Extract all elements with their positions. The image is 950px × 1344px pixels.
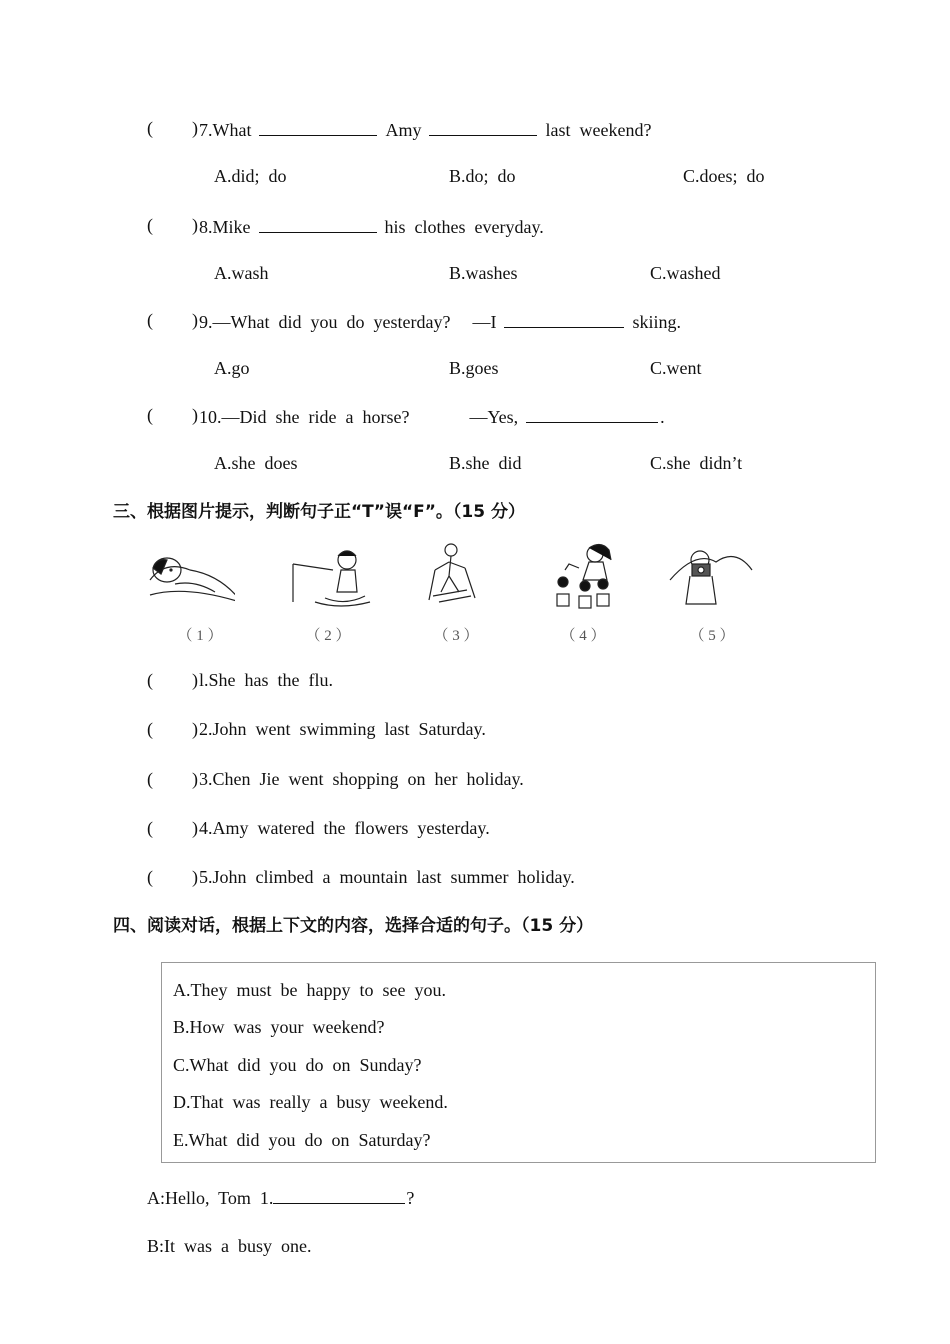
question-text: 7.What xyxy=(199,120,252,140)
picture-label: （ 1 ） xyxy=(177,628,223,644)
answer-blank[interactable] xyxy=(259,117,377,136)
option-a: A.did; do xyxy=(214,166,287,186)
answer-paren-open: ( xyxy=(147,867,153,887)
question-text: . xyxy=(660,407,665,427)
answer-paren-close: ) xyxy=(192,215,198,235)
girl-sick-in-bed-icon xyxy=(145,540,235,612)
sentence-option-e: E.What did you do on Saturday? xyxy=(173,1130,431,1150)
section-4-heading: 四、阅读对话，根据上下文的内容，选择合适的句子。（15 分） xyxy=(113,916,594,936)
dialogue-text: A:Hello, Tom 1. xyxy=(147,1188,274,1208)
dialogue-text: ? xyxy=(406,1188,415,1208)
answer-paren-close: ) xyxy=(192,405,198,425)
answer-paren-open: ( xyxy=(147,310,153,330)
answer-paren-open: ( xyxy=(147,118,153,138)
question-7 xyxy=(199,117,651,141)
person-taking-photo-icon xyxy=(666,540,756,612)
answer-blank[interactable] xyxy=(504,309,624,328)
question-text: last weekend? xyxy=(545,120,652,140)
question-text: skiing. xyxy=(632,312,681,332)
statement-5: 5.John climbed a mountain last summer holiday. xyxy=(199,867,575,887)
question-text: —I xyxy=(472,312,497,332)
option-b: B.washes xyxy=(449,263,518,283)
answer-blank[interactable] xyxy=(526,404,658,423)
answer-paren-open: ( xyxy=(147,405,153,425)
boy-fishing-icon xyxy=(285,540,375,612)
picture-label: （ 5 ） xyxy=(689,628,735,644)
sentence-option-c: C.What did you do on Sunday? xyxy=(173,1055,422,1075)
answer-paren-close: ) xyxy=(192,769,198,789)
option-c: C.she didn’t xyxy=(650,453,743,473)
option-b: B.goes xyxy=(449,358,499,378)
question-text: his clothes everyday. xyxy=(384,217,544,237)
option-a: A.go xyxy=(214,358,250,378)
statement-4: 4.Amy watered the flowers yesterday. xyxy=(199,818,490,838)
answer-paren-close: ) xyxy=(192,670,198,690)
option-b: B.do; do xyxy=(449,166,516,186)
answer-blank[interactable] xyxy=(259,214,377,233)
answer-paren-close: ) xyxy=(192,867,198,887)
option-a: A.she does xyxy=(214,453,298,473)
answer-paren-open: ( xyxy=(147,719,153,739)
statement-1: l.She has the flu. xyxy=(199,670,333,690)
section-3-heading: 三、根据图片提示，判断句子正“T”误“F”。（15 分） xyxy=(113,502,525,522)
question-9 xyxy=(199,309,681,333)
girl-watering-flowers-icon xyxy=(541,540,631,612)
sentence-option-a: A.They must be happy to see you. xyxy=(173,980,446,1000)
question-8 xyxy=(199,214,544,238)
statement-2: 2.John went swimming last Saturday. xyxy=(199,719,486,739)
answer-paren-close: ) xyxy=(192,310,198,330)
question-10 xyxy=(199,404,665,428)
person-skiing-icon xyxy=(415,540,505,612)
question-text: 9.—What did you do yesterday? xyxy=(199,312,451,332)
answer-paren-open: ( xyxy=(147,769,153,789)
answer-paren-open: ( xyxy=(147,818,153,838)
picture-label: （ 3 ） xyxy=(433,628,479,644)
option-c: C.does; do xyxy=(683,166,765,186)
sentence-option-b: B.How was your weekend? xyxy=(173,1017,385,1037)
sentence-option-d: D.That was really a busy weekend. xyxy=(173,1092,448,1112)
picture-label: （ 2 ） xyxy=(305,628,351,644)
dialogue-line-2: B:It was a busy one. xyxy=(147,1236,312,1256)
question-text: Amy xyxy=(385,120,422,140)
answer-paren-open: ( xyxy=(147,670,153,690)
question-text: 10.—Did she ride a horse? xyxy=(199,407,410,427)
question-text: —Yes, xyxy=(469,407,519,427)
picture-label: （ 4 ） xyxy=(560,628,606,644)
option-c: C.went xyxy=(650,358,702,378)
question-text: 8.Mike xyxy=(199,217,251,237)
answer-blank[interactable] xyxy=(429,117,537,136)
dialogue-line-1 xyxy=(147,1185,414,1209)
statement-3: 3.Chen Jie went shopping on her holiday. xyxy=(199,769,524,789)
option-b: B.she did xyxy=(449,453,522,473)
answer-paren-close: ) xyxy=(192,118,198,138)
option-c: C.washed xyxy=(650,263,721,283)
answer-blank[interactable] xyxy=(273,1185,405,1204)
answer-paren-close: ) xyxy=(192,818,198,838)
option-a: A.wash xyxy=(214,263,269,283)
answer-paren-open: ( xyxy=(147,215,153,235)
answer-paren-close: ) xyxy=(192,719,198,739)
